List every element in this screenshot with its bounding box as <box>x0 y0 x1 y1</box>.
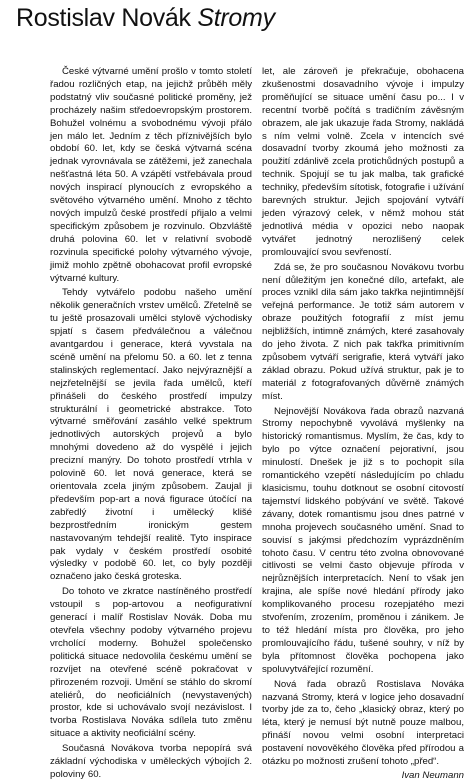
author-name: Rostislav Novák <box>16 4 191 32</box>
paragraph: České výtvarné umění prošlo v tomto století řadou rozličných etap, na jejichž průběh měly podstatný vliv současné politické proměny, jež procházely našim středoevropským prostorem. Bohužel volnému a svobodnému vývoji přálo jen málo let. Jedním z těch příznivějších bylo období 60. let, kdy se česká výtvarná scéna jednak vyrovnávala se zátěžemi, jež zanechala nešťastná léta 50. A vzápětí vstřebávala proud nových inspirací plynoucích z evropského a světového výtvarného umění. Mnoho z těchto nových impulzů české prostředí přijalo a velmi specifickým způsobem je rozvinulo. Obzvláště druhá polovina 60. let v relativní svobodě rozvinula specifické polohy výtvarného vývoje, jimiž mohlo zpětně obohacovat profil evropské výtvarné kultury. <box>50 66 252 284</box>
paragraph: Nová řada obrazů Rostislava Nováka nazvaná Stromy, která v logice jeho dosavadní tvorby jde za to, čeho „klasický obraz, který po léta, který je nemusí být nutně pouze malbou, přináší novou velmi osobní interpretaci postavení novověkého člověka před přírodou a otázku po možnosti zrušení tohoto „před“. <box>262 678 464 768</box>
paragraph: Současná Novákova tvorba nepopírá svá základní východiska v uměleckých výbojích 2. poloviny 60. <box>50 743 252 780</box>
paragraph: Zdá se, že pro současnou Novákovu tvorbu není důležitým jen konečné dílo, artefakt, ale proces vznikl dila sám jako takřka nejintimnější veřejná performance. Je totiž sám autorem v obraze použitých fotografií z míst jemu nejbližších, intimně známých, které zasahovaly do jeho života. Z nich pak takřka primitivním způsobem vytváří serigrafie, která vytváří jako základ obrazu. Pokud užívá struktur, pak je to materiál z fotografovaných důvěrně známých míst. <box>262 261 464 402</box>
paragraph: let, ale zároveň je překračuje, obohacena zkušenostmi dosavadního vývoje i impulzy proměňující se situace umění času po... I v recentní tvorbě počítá s tradičním závěsným obrazem, ale jak ukazuje řada Stromy, nakládá s ním velmi volně. Zcela v intencích své dosavadní tvorby zkoumá jeho možnosti za použití zdánlivě zcela protichůdných postupů a technik. Spojují se tu jak malba, tak grafické techniky, především sítotisk, fotografie i užívání barevných struktur. Jejich spojování vytváří jeden výrazový celek, v němž mohou stát jednotlivá média v opozici nebo naopak vytvářet jednotný nerozlišený celek promlouvající svou sevřeností. <box>262 66 464 258</box>
paragraph: Nejnovější Novákova řada obrazů nazvaná Stromy nepochybně vyvolává myšlenky na historický romantismus. Myslím, že čas, kdy to bylo po výtce označení pejorativní, jsou minulostí. Dnešek je již s to pochopit síla romantického vzepětí následujícím po chladu klasicismu, touhu dotknout se osobní citovostí tajemství lidského pobývání ve světě. Takové závany, dotek romantismu jsou dnes patrné v mnoha projevech současného umění. Snad to souvisí s jakýmsi předchozím vyprázdněním tohoto času. V centru této zvolna obnovované citlivosti se velmi často objevuje příroda v nejrůznějších interpretacích. Není to však jen krajina, ale spíše nové hledání přírody jako komplikovaného procesu rozepjatého mezi stvořením, zrozením, proměnou i zánikem. Je to též hledání místa pro člověka, pro jeho promlouvajícího řádu, tušené souhry, v níž by byla přítomnost člověka pochopena jako spoluvytvářející rozumění. <box>262 405 464 675</box>
right-column <box>262 66 464 783</box>
author-signature: Ivan Neumann <box>401 769 464 781</box>
article-title <box>16 4 456 32</box>
series-title: Stromy <box>197 4 275 32</box>
left-column <box>50 66 252 782</box>
paragraph: Do tohoto ve zkratce nastíněného prostředí vstoupil s pop-artovou a neofigurativní generací i malíř Rostislav Novák. Doba mu otevřela všechny podoby výtvarného projevu vrcholící moderny. Bohužel společensko politická situace nedovolila českému umění se rozvíjet na otevřené scéně pokračovat v přirozeném rozvoji. Umění se stáhlo do skromí ateliérů, do neoficiálních (nevystavených) prostor, kde si uchovávalo svojí nezávislost. I tvorba Rostislava Nováka sdílela tuto změnu situace a aktivity neoficiální scény. <box>50 586 252 740</box>
paragraph: Tehdy vytvářelo podobu našeho umění několik generačních vrstev umělců. Zřetelně se tu ještě prosazovali umělci stylově východisky spjatí s časem předválečnou a válečnou avantgardou i generace, která vyvstala na scéně umění na přelomu 50. a 60. let z tenna stalinských reglementací. Jako nejvýraznější a nejzřetelnější se jevila řada umělců, kteří přinášeli do českého prostředí impulzy strukturální i geometrické abstrakce. Toto výtvarné směřování zasáhlo velké spektrum jednotlivých autorských projevů a bylo mnohými dovedeno až do vyspělé i jejich precizní manýry. Do tohoto prostředí vtrhla v polovině 60. let nová generace, která se orientovala zcela jiným způsobem. Zaujal ji především pop-art a nová figurace útočící na zabředlý životní i umělecký klišé bezprostředním ironickým gestem nastavovaným tehdejší realitě. Tyto inspirace pak vydaly v českém prostředí osobité výsledky v podobě 60. let, co byly později označeno jako česká groteska. <box>50 287 252 583</box>
